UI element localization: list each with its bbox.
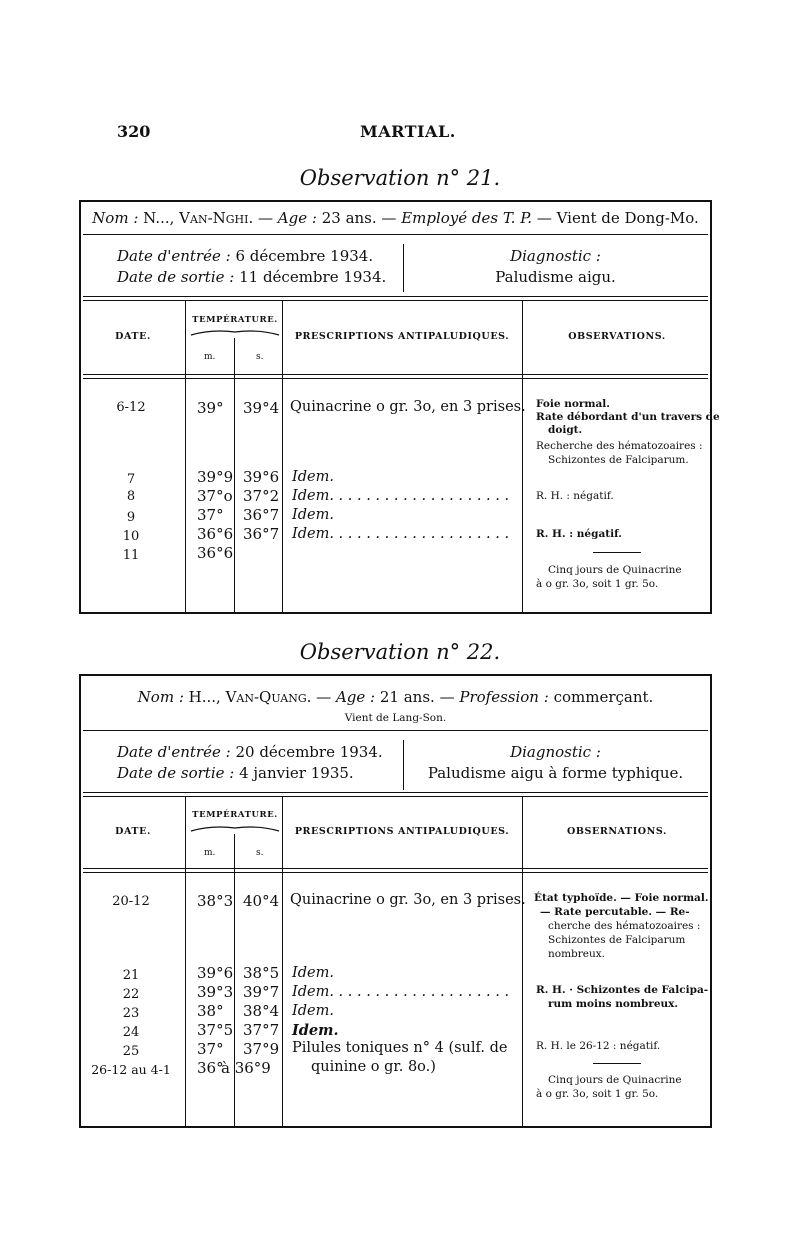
table-row-prescription: Idem. — [292, 965, 334, 981]
table-row-prescription: Idem. — [292, 469, 334, 485]
table-row-temp-s: 37°9 — [243, 1040, 280, 1058]
table-row-temp-m: 36°6 — [197, 544, 234, 562]
table-row-prescription: Quinacrine o gr. 3o, en 3 prises. — [290, 892, 526, 908]
entry-label: Date d'entrée : — [117, 743, 231, 761]
observation-line: R. H. : négatif. — [536, 490, 614, 502]
profession-value: commerçant. — [553, 688, 654, 706]
table-row-temp-s: 39°7 — [243, 983, 280, 1001]
table-row-temp-s: 38°5 — [243, 964, 280, 982]
table-row-prescription: Idem. . . . . . . . . . . . . . . . . . . . — [292, 488, 510, 504]
running-title: MARTIAL. — [360, 122, 456, 141]
observation-line: Cinq jours de Quinacrine — [548, 564, 682, 576]
divider — [234, 338, 235, 612]
table-row-date: 9 — [126, 510, 136, 525]
table-row-temp-m: 36°6 — [197, 525, 234, 543]
observation-line: Recherche des hématozoaires : — [536, 440, 703, 452]
table-row-temp-s: 38°4 — [243, 1002, 280, 1020]
observation-line: R. H. le 26-12 : négatif. — [536, 1040, 661, 1052]
table-row-temp-s: 39°4 — [243, 399, 280, 417]
obs22-dates — [117, 742, 383, 784]
obs22-diagnosis — [403, 742, 708, 784]
divider — [282, 300, 283, 612]
table-row-date: 8 — [126, 489, 136, 504]
table-row-temp-s: 37°2 — [243, 487, 280, 505]
profession-label: Profession : — [459, 688, 549, 706]
exit-label: Date de sortie : — [117, 268, 235, 286]
entry-value: 6 décembre 1934. — [235, 247, 374, 265]
table-row-date: 25 — [122, 1044, 140, 1059]
observation-line: à o gr. 3o, soit 1 gr. 5o. — [536, 578, 659, 590]
divider — [83, 730, 708, 731]
prescriptions-header: PRESCRIPTIONS ANTIPALUDIQUES. — [294, 331, 510, 342]
exit-value: 11 décembre 1934. — [239, 268, 387, 286]
table-row-temp-s: 36°7 — [243, 506, 280, 524]
table-row-date: 20-12 — [112, 894, 150, 909]
table-row-prescription: Idem. . . . . . . . . . . . . . . . . . . . — [292, 984, 510, 1000]
page-number: 320 — [117, 122, 151, 141]
observations-header: OBSERVATIONS. — [568, 331, 666, 342]
exit-value: 4 janvier 1935. — [239, 764, 354, 782]
divider — [185, 300, 186, 612]
observation-line: Foie normal. — [536, 398, 610, 410]
evening-header: s. — [256, 848, 264, 858]
table-row-date: 6-12 — [116, 400, 146, 415]
divider — [83, 374, 708, 375]
employment: Employé des T. P. — [401, 209, 533, 227]
prescriptions-header: PRESCRIPTIONS ANTIPALUDIQUES. — [294, 826, 510, 837]
observation-22-box — [79, 674, 712, 1128]
divider — [282, 796, 283, 1126]
divider — [83, 872, 708, 873]
table-row-prescription: Idem. — [292, 1003, 334, 1019]
table-row-date: 7 — [126, 472, 136, 487]
table-row-temp-m: 37°5 — [197, 1021, 234, 1039]
diagnosis-value: Paludisme aigu. — [495, 268, 616, 286]
evening-header: s. — [256, 352, 264, 362]
observation-22-title: Observation n° 22. — [299, 640, 501, 664]
nom-label: Nom : — [137, 688, 184, 706]
temperature-header: TEMPÉRATURE. — [192, 315, 278, 325]
diagnosis-label: Diagnostic : — [510, 247, 601, 265]
brace-icon — [189, 327, 281, 337]
table-row-prescription: Idem. . . . . . . . . . . . . . . . . . . . — [292, 526, 510, 542]
divider — [593, 1063, 641, 1064]
exit-label: Date de sortie : — [117, 764, 235, 782]
observation-21-title: Observation n° 21. — [299, 166, 501, 190]
table-row-prescription: quinine o gr. 8o.) — [311, 1059, 436, 1075]
table-row-prescription: Quinacrine o gr. 3o, en 3 prises. — [290, 399, 526, 415]
entry-value: 20 décembre 1934. — [235, 743, 383, 761]
observation-line: à o gr. 3o, soit 1 gr. 5o. — [536, 1088, 659, 1100]
diagnosis-label: Diagnostic : — [510, 743, 601, 761]
obs21-identity: Nom : N..., Van-Nghi. — Age : 23 ans. — Employé des T. P. — Vient de Dong-Mo. — [92, 209, 699, 227]
divider — [522, 300, 523, 612]
table-row-date: 10 — [122, 529, 140, 544]
table-row-temp-m: 37° — [197, 506, 224, 524]
table-row-temp-s: 36°7 — [243, 525, 280, 543]
table-row-temp-s: 39°6 — [243, 468, 280, 486]
table-row-temp-m: 38° — [197, 1002, 224, 1020]
temperature-header: TEMPÉRATURE. — [192, 810, 278, 820]
nom-value: N..., Van-Nghi. — [143, 209, 254, 227]
origin: Vient de Lang-Son. — [344, 712, 447, 724]
observation-line: nombreux. — [548, 948, 606, 960]
age-value: 21 ans. — [379, 688, 435, 706]
table-row-temp-s: à 36°9 — [221, 1059, 271, 1077]
divider — [593, 552, 641, 553]
table-row-temp-m: 36° — [197, 1059, 224, 1077]
divider — [234, 834, 235, 1126]
table-row-date: 26-12 au 4-1 — [91, 1062, 171, 1077]
table-row-date: 11 — [122, 548, 140, 563]
observation-line: cherche des hématozoaires : — [548, 920, 701, 932]
table-row-prescription: Idem. — [292, 1022, 339, 1039]
date-header: DATE. — [115, 826, 151, 837]
observation-line: — Rate percutable. — Re- — [540, 906, 690, 918]
table-row-temp-m: 38°3 — [197, 892, 234, 910]
nom-value: H..., Van-Quang. — [188, 688, 312, 706]
table-row-temp-m: 39°6 — [197, 964, 234, 982]
obs21-dates — [117, 246, 386, 288]
diagnosis-value: Paludisme aigu à forme typhique. — [427, 764, 684, 782]
divider — [83, 378, 708, 379]
divider — [83, 868, 708, 869]
divider — [83, 792, 708, 793]
age-label: Age : — [277, 209, 317, 227]
observations-header: OBSERNATIONS. — [567, 826, 667, 837]
table-row-date: 24 — [122, 1025, 140, 1040]
observation-line: Rate débordant d'un travers de — [536, 411, 720, 423]
entry-label: Date d'entrée : — [117, 247, 231, 265]
divider — [83, 296, 708, 297]
age-value: 23 ans. — [321, 209, 377, 227]
table-row-temp-m: 39°3 — [197, 983, 234, 1001]
morning-header: m. — [204, 848, 216, 858]
obs21-diagnosis — [403, 246, 708, 288]
table-row-prescription: Pilules toniques n° 4 (sulf. de — [292, 1040, 508, 1056]
obs22-identity: Nom : H..., Van-Quang. — Age : 21 ans. — Profession : commerçant. — [137, 688, 654, 706]
divider — [522, 796, 523, 1126]
table-row-date: 21 — [122, 968, 140, 983]
observation-21-box — [79, 200, 720, 614]
divider — [83, 234, 708, 235]
observation-line: doigt. — [548, 424, 583, 436]
brace-icon — [189, 823, 281, 833]
observation-line: R. H. · Schizontes de Falcipa- — [536, 984, 709, 996]
table-row-temp-m: 39° — [197, 399, 224, 417]
table-row-date: 22 — [122, 987, 140, 1002]
observation-line: Schizontes de Falciparum — [548, 934, 686, 946]
observation-line: R. H. : négatif. — [536, 528, 622, 540]
divider — [185, 796, 186, 1126]
morning-header: m. — [204, 352, 216, 362]
age-label: Age : — [335, 688, 376, 706]
observation-line: Cinq jours de Quinacrine — [548, 1074, 682, 1086]
table-row-temp-s: 37°7 — [243, 1021, 280, 1039]
table-row-date: 23 — [122, 1006, 140, 1021]
observation-line: État typhoïde. — Foie normal. — [534, 892, 709, 904]
nom-label: Nom : — [92, 209, 139, 227]
table-row-temp-s: 40°4 — [243, 892, 280, 910]
table-row-temp-m: 37°o — [197, 487, 233, 505]
origin: — Vient de Dong-Mo. — [536, 209, 699, 227]
divider — [83, 796, 708, 797]
table-row-temp-m: 39°9 — [197, 468, 234, 486]
observation-line: Schizontes de Falciparum. — [548, 454, 689, 466]
date-header: DATE. — [115, 331, 151, 342]
divider — [83, 300, 708, 301]
observation-line: rum moins nombreux. — [548, 998, 679, 1010]
table-row-prescription: Idem. — [292, 507, 334, 523]
table-row-temp-m: 37° — [197, 1040, 224, 1058]
